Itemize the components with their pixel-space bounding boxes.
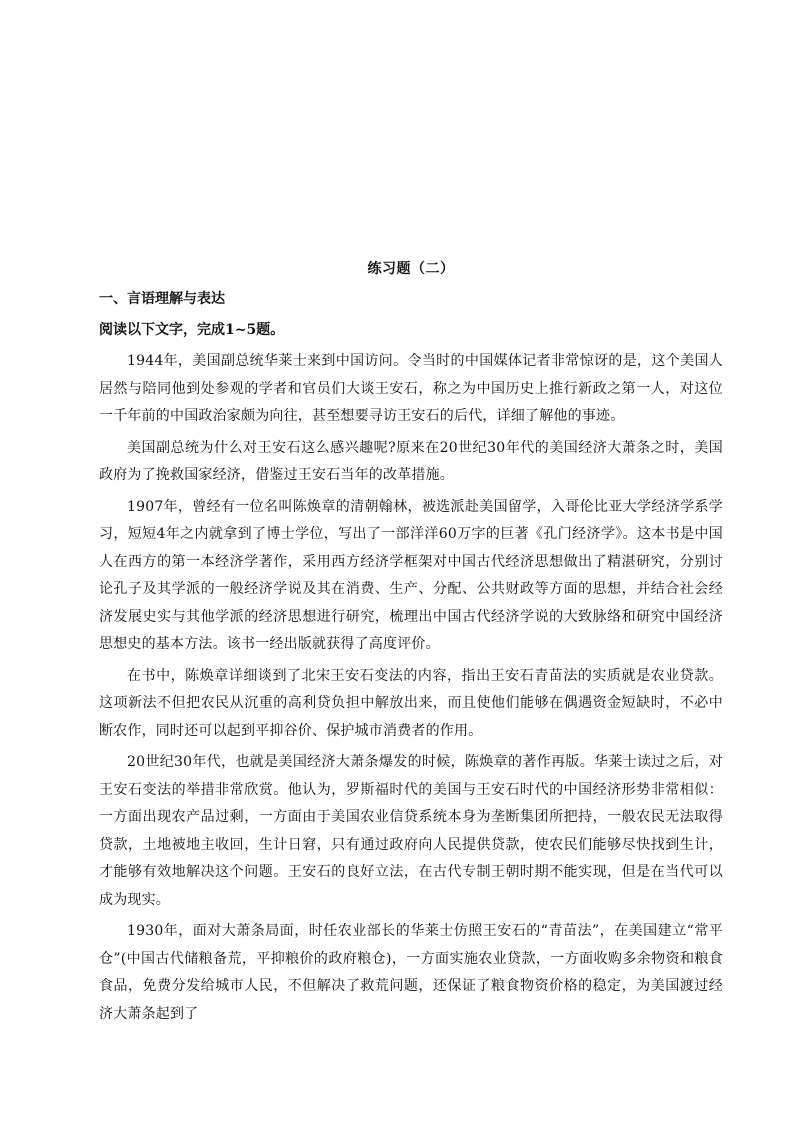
paragraph-2: 美国副总统为什么对王安石这么感兴趣呢?原来在20世纪30年代的美国经济大萧条之时，美国政府为了挽救国家经济，借鉴过王安石当年的改革措施。 [99, 439, 723, 483]
paragraph-5: 20世纪30年代，也就是美国经济大萧条爆发的时候，陈焕章的著作再版。华莱士读过之后，对王安石变法的举措非常欣赏。他认为，罗斯福时代的美国与王安石时代的中国经济形势非常相似：一方面出现农产品过剩，一方面由于美国农业信贷系统本身为垄断集团所把持，一般农民无法取得贷款，土地被地主收回，生计日窘，只有通过政府向人民提供贷款，使农民们能够尽快找到生计，才能够有效地解决这个问题。王安石的良好立法，在古代专制王朝时期不能实现，但是在当代可以成为现实。 [99, 754, 723, 908]
paragraph-3: 1907年，曾经有一位名叫陈焕章的清朝翰林，被选派赴美国留学，入哥伦比亚大学经济学系学习，短短4年之内就拿到了博士学位，写出了一部洋洋60万字的巨著《孔门经济学》。这本书是中国人在西方的第一本经济学著作，采用西方经济学框架对中国古代经济思想做出了精湛研究，分别讨论孔子及其学派的一般经济学说及其在消费、生产、分配、公共财政等方面的思想，并结合社会经济发展史实与其他学派的经济思想进行研究，梳理出中国古代经济学说的大致脉络和研究中国经济思想史的基本方法。该书一经出版就获得了高度评价。 [99, 498, 723, 652]
page-title: 练习题（二） [367, 261, 455, 277]
paragraph-6: 1930年，面对大萧条局面，时任农业部长的华莱士仿照王安石的“青苗法”，在美国建立“常平仓”(中国古代储粮备荒，平抑粮价的政府粮仓)，一方面实施农业贷款，一方面收购多余物资和粮食食品，免费分发给城市人民，不但解决了救荒问题，还保证了粮食物资价格的稳定，为美国渡过经济大萧条起到了 [99, 923, 723, 1022]
section-heading: 一、言语理解与表达 [99, 291, 225, 307]
paragraph-1: 1944年，美国副总统华莱士来到中国访问。令当时的中国媒体记者非常惊讶的是，这个美国人居然与陪同他到处参观的学者和官员们大谈王安石，称之为中国历史上推行新政之第一人，对这位一千年前的中国政治家颇为向往，甚至想要寻访王安石的后代，详细了解他的事迹。 [99, 353, 723, 424]
paragraph-4: 在书中，陈焕章详细谈到了北宋王安石变法的内容，指出王安石青苗法的实质就是农业贷款。这项新法不但把农民从沉重的高利贷负担中解放出来，而且使他们能够在偶遇资金短缺时，不必中断农作，同时还可以起到平抑谷价、保护城市消费者的作用。 [99, 667, 723, 739]
document-page [99, 255, 723, 1032]
reading-instruction: 阅读以下文字，完成1~5题。 [99, 322, 285, 338]
